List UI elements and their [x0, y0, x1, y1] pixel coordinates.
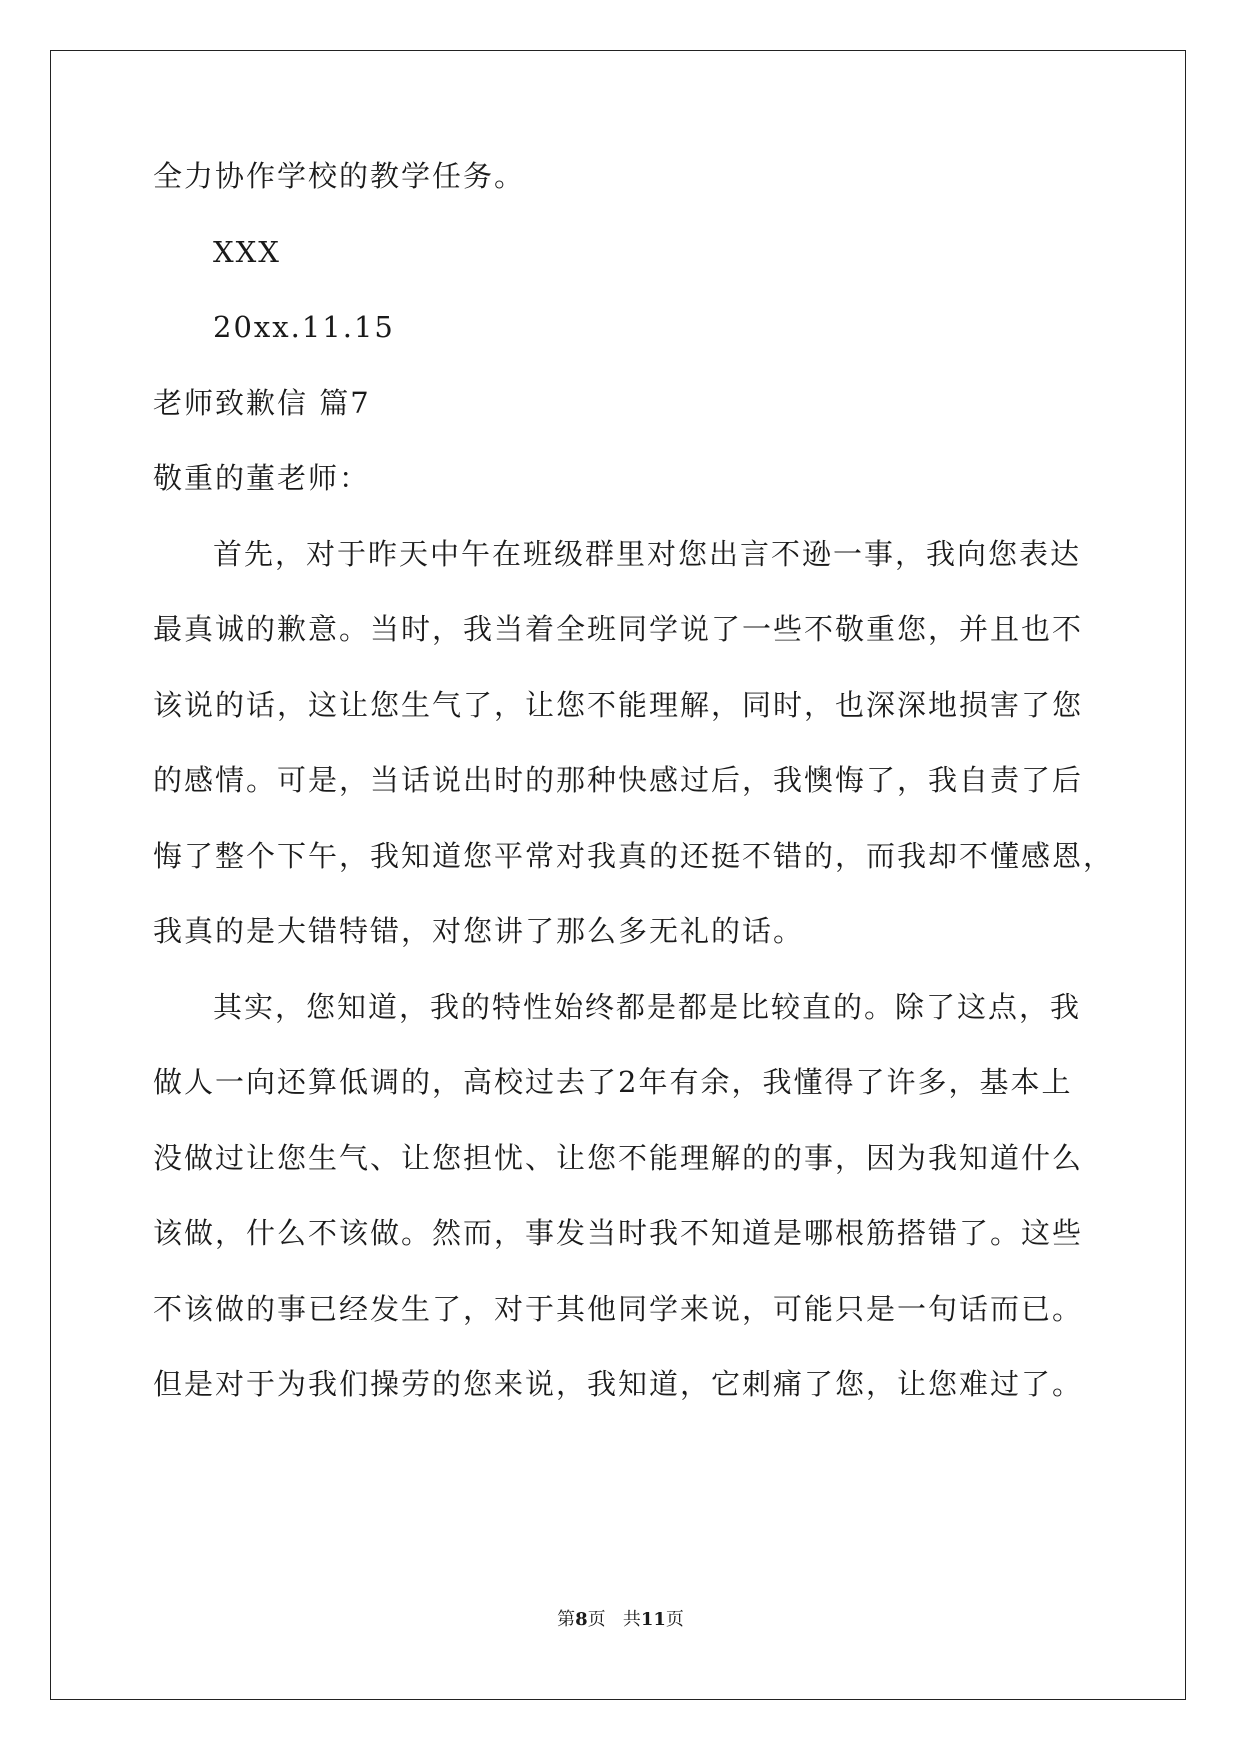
footer-total-suffix: 页 [665, 1609, 684, 1630]
paragraph-line: 没做过让您生气、让您担忧、让您不能理解的的事，因为我知道什么 [153, 1141, 1084, 1175]
footer-prefix: 第 [557, 1609, 576, 1630]
paragraph-line: 首先，对于昨天中午在班级群里对您出言不逊一事，我向您表达 [213, 537, 1082, 571]
current-page-number: 8 [575, 1609, 588, 1630]
paragraph-line: 不该做的事已经发生了，对于其他同学来说，可能只是一句话而已。 [153, 1292, 1084, 1326]
salutation: 敬重的董老师： [153, 461, 371, 495]
paragraph-line: 我真的是大错特错，对您讲了那么多无礼的话。 [153, 914, 805, 948]
paragraph-line: 的感情。可是，当话说出时的那种快感过后，我懊悔了，我自责了后 [153, 763, 1084, 797]
footer-page-suffix: 页 [587, 1609, 606, 1630]
paragraph-line: 最真诚的歉意。当时，我当着全班同学说了一些不敬重您，并且也不 [153, 612, 1084, 646]
paragraph-line: 做人一向还算低调的，高校过去了2年有余，我懂得了许多，基本上 [153, 1065, 1073, 1099]
total-page-count: 11 [640, 1609, 666, 1630]
paragraph-line: 该做，什么不该做。然而，事发当时我不知道是哪根筋搭错了。这些 [153, 1216, 1084, 1250]
text-line-closing: 全力协作学校的教学任务。 [153, 159, 526, 193]
signature-date: 20xx.11.15 [213, 310, 395, 344]
page-footer [0, 1608, 1241, 1632]
section-heading: 老师致歉信 篇7 [153, 386, 371, 420]
paragraph-line: 其实，您知道，我的特性始终都是都是比较直的。除了这点，我 [213, 990, 1082, 1024]
paragraph-line: 但是对于为我们操劳的您来说，我知道，它刺痛了您，让您难过了。 [153, 1367, 1084, 1401]
footer-total-prefix: 共 [622, 1609, 641, 1630]
paragraph-line: 该说的话，这让您生气了，让您不能理解，同时，也深深地损害了您 [153, 688, 1084, 722]
paragraph-line: 悔了整个下午，我知道您平常对我真的还挺不错的，而我却不懂感恩， [153, 839, 1115, 873]
signature-name: XXX [213, 235, 281, 269]
